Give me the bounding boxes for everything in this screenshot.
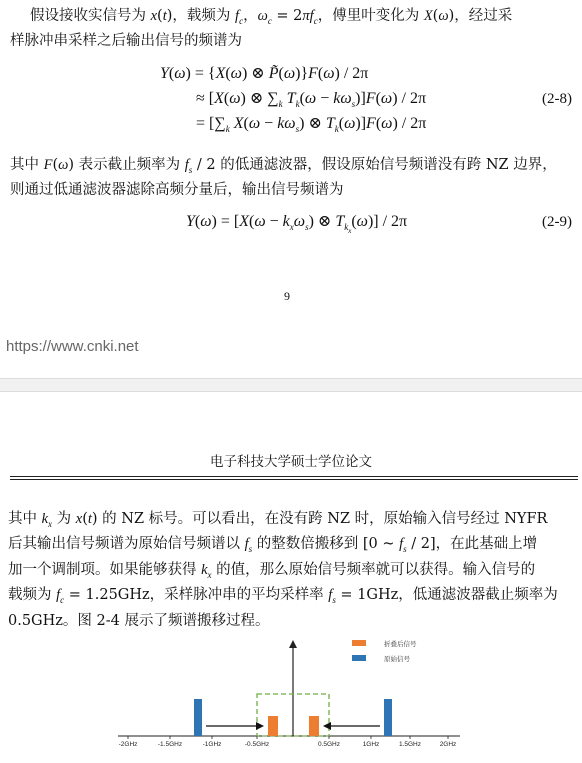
original-signal-bar-pos — [384, 699, 392, 736]
paragraph-line: 后其输出信号频谱为原始信号频谱以 $f_s$ 的整数倍搬移到 [0 ~ $f_s / 2$]，在此基础上增 — [8, 536, 538, 554]
x-tick-label: -1.5GHz — [157, 741, 183, 748]
equation-number: (2-9) — [542, 214, 572, 230]
equation-line: = [$\sum_k$ $X(\omega - k\omega_s)$ ⊗ $T_k(\omega)]F(\omega) / 2\pi$ — [196, 115, 427, 135]
previous-page — [0, 0, 582, 378]
x-tick-label: 2GHz — [439, 741, 457, 748]
paragraph-line: 加一个调制项。如果能够获得 $k_x$ 的值，那么原始信号频率就可以获得。输入信号的 — [8, 562, 536, 580]
x-tick-label: -2GHz — [118, 741, 138, 748]
paragraph-line: 载频为 $f_c = 1.25GHz$，采样脉冲串的平均采样率 $f_s = 1GHz$，低通滤波器截止频率为 — [8, 587, 558, 605]
legend-label-original: 原始信号 — [384, 656, 410, 663]
equation-line: $Y(\omega) = [X(\omega - k_x\omega_s)$ ⊗ $T_{k_x}(\omega)] / 2\pi$ — [186, 213, 408, 235]
paragraph-line: 0.5GHz。图 2-4 展示了频谱搬移过程。 — [8, 613, 270, 629]
legend-swatch-folded — [352, 640, 366, 646]
running-header: 电子科技大学硕士学位论文 — [210, 454, 372, 470]
legend-label-folded: 折叠后信号 — [384, 641, 417, 648]
y-axis-arrow — [289, 640, 297, 648]
x-tick-label: 1.5GHz — [398, 741, 422, 748]
legend-swatch-original — [352, 655, 366, 661]
shift-arrowhead-right — [323, 722, 331, 730]
folded-signal-bar-neg — [268, 716, 278, 736]
x-tick-label: 0.5GHz — [317, 741, 341, 748]
x-tick-label: 1GHz — [362, 741, 380, 748]
paragraph-line: 其中 F(ω) 表示截止频率为 $f_s / 2$ 的低通滤波器，假设原始信号频谱没有跨 NZ 边界， — [10, 157, 557, 175]
current-page — [0, 392, 582, 763]
x-tick-label: -1GHz — [202, 741, 222, 748]
x-tick-labels — [119, 736, 457, 748]
paragraph-line: 样脉冲串采样之后输出信号的频谱为 — [10, 33, 242, 49]
header-rule — [10, 476, 578, 480]
spectrum-shift-figure — [0, 638, 582, 763]
paragraph-line: 则通过低通滤波器滤除高频分量后，输出信号频谱为 — [10, 182, 344, 198]
page-separator — [0, 378, 582, 392]
original-signal-bar-neg — [194, 699, 202, 736]
equation-line: Y(ω) = {X(ω) ⊗ P̃(ω)}F(ω) / 2π — [160, 65, 369, 82]
x-tick-label: -0.5GHz — [244, 741, 270, 748]
paragraph-line: 其中 $k_x$ 为 x(t) 的 NZ 标号。可以看出，在没有跨 NZ 时，原始输入信号经过 NYFR — [8, 511, 548, 529]
equation-number: (2-8) — [542, 91, 572, 107]
shift-arrowhead-left — [256, 722, 264, 730]
equation-line: ≈ [X(ω) ⊗ $\sum_k$ $T_k(\omega - k\omega_s)]F(\omega) / 2\pi$ — [196, 90, 427, 110]
folded-signal-bar-pos — [309, 716, 319, 736]
paragraph-line: 假设接收实信号为 x(t)，载频为 $f_c$，$\omega_c = 2\pi f_c$，傅里叶变化为 X(ω)，经过采 — [30, 8, 513, 26]
source-watermark[interactable]: https://www.cnki.net — [6, 338, 139, 355]
page-number: 9 — [284, 289, 290, 303]
